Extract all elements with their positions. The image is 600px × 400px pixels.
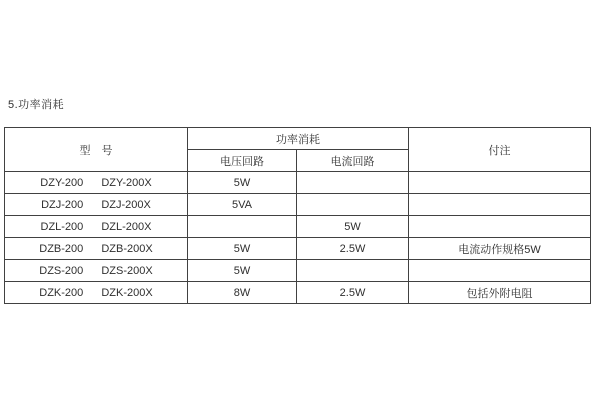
table-row: [5, 238, 591, 260]
power-consumption-table: [4, 127, 591, 304]
header-row-top: [5, 128, 591, 150]
voltage-circuit-cell: 8W: [188, 282, 297, 304]
note-cell: 电流动作规格5W: [409, 238, 591, 260]
voltage-circuit-cell: [188, 216, 297, 238]
voltage-circuit-cell: 5W: [188, 238, 297, 260]
current-circuit-cell: [297, 260, 409, 282]
notes-column-header: 付注: [409, 128, 591, 172]
power-consumption-group-header: 功率消耗: [188, 128, 409, 150]
current-circuit-header: 电流回路: [297, 150, 409, 172]
note-cell: 包括外附电阻: [409, 282, 591, 304]
current-circuit-cell: 5W: [297, 216, 409, 238]
model-cell: [5, 238, 188, 260]
current-circuit-cell: [297, 172, 409, 194]
current-circuit-cell: 2.5W: [297, 282, 409, 304]
table-row: [5, 194, 591, 216]
model-standard: DZB-200: [39, 242, 84, 255]
model-x-variant: DZS-200X: [101, 264, 153, 277]
model-x-variant: DZY-200X: [101, 176, 152, 189]
voltage-circuit-cell: 5VA: [188, 194, 297, 216]
current-circuit-cell: [297, 194, 409, 216]
voltage-circuit-cell: 5W: [188, 172, 297, 194]
note-cell: [409, 172, 591, 194]
model-cell: [5, 172, 188, 194]
note-cell: [409, 216, 591, 238]
model-cell: [5, 282, 188, 304]
model-x-variant: DZK-200X: [101, 286, 153, 299]
model-standard: DZS-200: [39, 264, 84, 277]
model-cell: [5, 194, 188, 216]
model-column-header: 型 号: [5, 128, 188, 172]
table-row: [5, 172, 591, 194]
voltage-circuit-header: 电压回路: [188, 150, 297, 172]
model-cell: [5, 260, 188, 282]
table-row: [5, 282, 591, 304]
model-x-variant: DZL-200X: [101, 220, 152, 233]
section-title: 5.功率消耗: [8, 99, 65, 111]
current-circuit-cell: 2.5W: [297, 238, 409, 260]
voltage-circuit-cell: 5W: [188, 260, 297, 282]
model-standard: DZK-200: [39, 286, 84, 299]
model-cell: [5, 216, 188, 238]
model-standard: DZY-200: [40, 176, 84, 189]
table-row: [5, 216, 591, 238]
model-standard: DZL-200: [40, 220, 84, 233]
model-standard: DZJ-200: [41, 198, 84, 211]
note-cell: [409, 194, 591, 216]
note-cell: [409, 260, 591, 282]
model-x-variant: DZJ-200X: [101, 198, 151, 211]
table-row: [5, 260, 591, 282]
model-x-variant: DZB-200X: [101, 242, 153, 255]
